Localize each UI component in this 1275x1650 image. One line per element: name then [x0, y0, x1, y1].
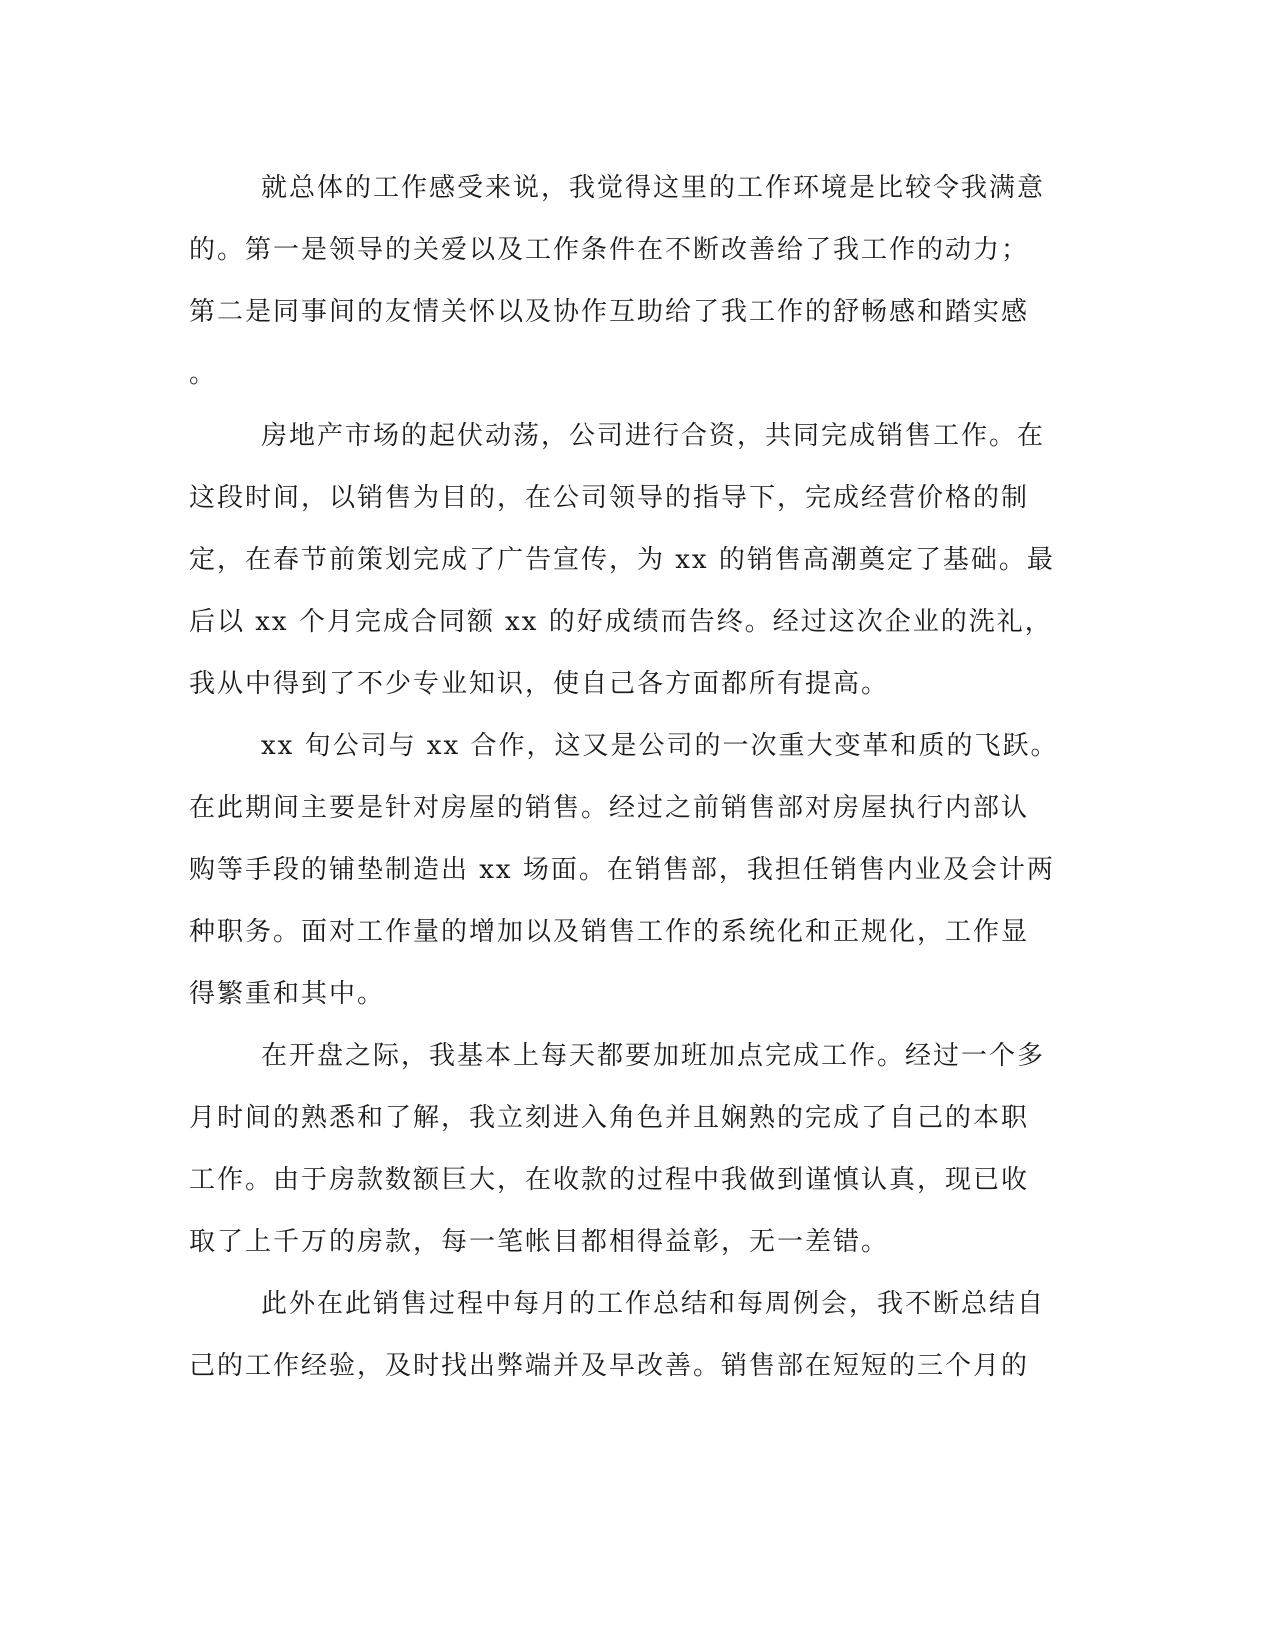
paragraph-3-line-1: xx 旬公司与 xx 合作，这又是公司的一次重大变革和质的飞跃。: [261, 731, 1059, 761]
paragraph-4-line-2: 月时间的熟悉和了解，我立刻进入角色并且娴熟的完成了自己的本职: [189, 1103, 1030, 1133]
paragraph-1-line-2: 的。第一是领导的关爱以及工作条件在不断改善给了我工作的动力；: [189, 235, 1030, 265]
document-body: [189, 157, 1079, 1397]
paragraph-3-line-2: 在此期间主要是针对房屋的销售。经过之前销售部对房屋执行内部认: [189, 793, 1030, 823]
paragraph-1-line-3: 第二是同事间的友情关怀以及协作互助给了我工作的舒畅感和踏实感: [189, 297, 1030, 327]
paragraph-4-line-4: 取了上千万的房款，每一笔帐目都相得益彰，无一差错。: [189, 1227, 890, 1257]
paragraph-2-line-3: 定，在春节前策划完成了广告宣传，为 xx 的销售高潮奠定了基础。最: [189, 545, 1055, 575]
paragraph-3-line-4: 种职务。面对工作量的增加以及销售工作的系统化和正规化，工作显: [189, 917, 1030, 947]
paragraph-1-line-1: 就总体的工作感受来说，我觉得这里的工作环境是比较令我满意: [261, 173, 1046, 203]
paragraph-2-line-4: 后以 xx 个月完成合同额 xx 的好成绩而告终。经过这次企业的洗礼，: [189, 607, 1053, 637]
paragraph-2-line-2: 这段时间，以销售为目的，在公司领导的指导下，完成经营价格的制: [189, 483, 1030, 513]
paragraph-1-line-4: 。: [189, 359, 218, 389]
paragraph-4-line-3: 工作。由于房款数额巨大，在收款的过程中我做到谨慎认真，现已收: [189, 1165, 1030, 1195]
paragraph-3-line-3: 购等手段的铺垫制造出 xx 场面。在销售部，我担任销售内业及会计两: [189, 855, 1055, 885]
paragraph-3-line-5: 得繁重和其中。: [189, 979, 386, 1009]
paragraph-4-line-1: 在开盘之际，我基本上每天都要加班加点完成工作。经过一个多: [261, 1041, 1046, 1071]
paragraph-2-line-1: 房地产市场的起伏动荡，公司进行合资，共同完成销售工作。在: [261, 421, 1046, 451]
paragraph-5-line-1: 此外在此销售过程中每月的工作总结和每周例会，我不断总结自: [261, 1289, 1046, 1319]
paragraph-2-line-5: 我从中得到了不少专业知识，使自己各方面都所有提高。: [189, 669, 890, 699]
paragraph-5-line-2: 己的工作经验，及时找出弊端并及早改善。销售部在短短的三个月的: [189, 1351, 1030, 1381]
